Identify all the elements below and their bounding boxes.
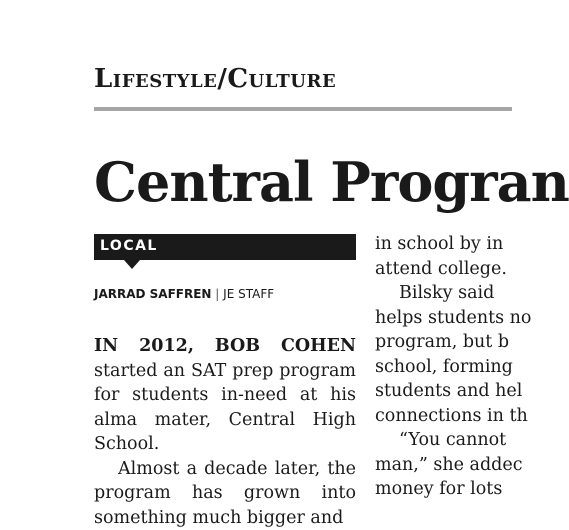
text-line: school, forming bbox=[375, 355, 535, 380]
section-title: Lifestyle/Culture bbox=[94, 64, 336, 94]
article-headline: Central Progran bbox=[94, 150, 569, 214]
text-line: connections in th bbox=[375, 404, 535, 429]
article-column-right bbox=[375, 232, 535, 502]
text-line: in school by in bbox=[375, 232, 535, 257]
text-line: man,” she addec bbox=[375, 453, 535, 478]
category-tag bbox=[94, 234, 356, 260]
lead-in: IN 2012, BOB COHEN bbox=[94, 336, 356, 356]
byline bbox=[94, 287, 274, 301]
text-line: “You cannot bbox=[375, 428, 535, 453]
article-column-left bbox=[94, 334, 356, 530]
text-line: Bilsky said bbox=[375, 281, 535, 306]
paragraph: Almost a decade later, the program has grown into something much bigger and bbox=[94, 457, 356, 530]
category-tag-label: LOCAL bbox=[100, 238, 158, 254]
text-line: money for lots bbox=[375, 477, 535, 502]
text-line: attend college. bbox=[375, 257, 535, 282]
byline-separator: | bbox=[215, 287, 219, 301]
tag-pointer-icon bbox=[124, 260, 140, 269]
section-divider bbox=[94, 107, 512, 111]
text-line: helps students no bbox=[375, 306, 535, 331]
text-line: students and hel bbox=[375, 379, 535, 404]
text-line: program, but b bbox=[375, 330, 535, 355]
paragraph-text: started an SAT prep program for students in-need at his alma mater, Central High School. bbox=[94, 361, 356, 455]
author-name: JARRAD SAFFREN bbox=[94, 287, 211, 301]
paragraph bbox=[94, 334, 356, 457]
author-role: JE STAFF bbox=[223, 287, 274, 301]
